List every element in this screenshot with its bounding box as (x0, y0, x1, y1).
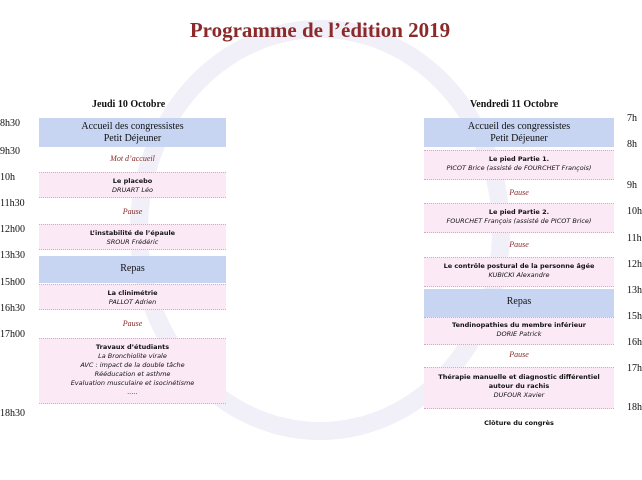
session-speaker: KUBICKI Alexandre (488, 271, 550, 279)
time-label: 18h30 (0, 408, 25, 419)
accueil-line: Petit Déjeuner (103, 133, 162, 144)
time-label: 8h30 (0, 118, 20, 129)
session-title: Travaux d’étudiants (95, 343, 170, 351)
session-title: Tendinopathies du membre inférieur (452, 321, 586, 329)
closing-label: Clôture du congrès (484, 419, 554, 427)
pause-label: Pause (509, 240, 529, 249)
accueil-block (424, 118, 614, 147)
session-title: La clinimétrie (107, 289, 158, 297)
time-label: 11h30 (0, 198, 25, 209)
session-speaker: DUFOUR Xavier (493, 391, 545, 399)
time-label: 18h (627, 402, 642, 413)
mot-accueil: Mot d’accueil (110, 154, 155, 163)
session-speaker: SROUR Frédéric (106, 238, 159, 246)
time-label: 9h30 (0, 146, 20, 157)
time-label: 13h30 (0, 250, 25, 261)
pause-label: Pause (122, 319, 143, 328)
page-title: Programme de l’édition 2019 (189, 18, 451, 42)
time-label: 15h (627, 311, 642, 322)
day-header-thursday: Jeudi 10 Octobre (92, 99, 166, 110)
session-block (39, 284, 226, 310)
session-block (39, 172, 226, 198)
session-title: Le pied Partie 1. (488, 155, 550, 163)
pause-label: Pause (509, 350, 529, 359)
time-label: 11h (627, 233, 642, 244)
session-title: Le pied Partie 2. (488, 208, 550, 216)
time-label: 15h00 (0, 277, 25, 288)
session-title: Le placebo (112, 177, 153, 185)
time-label: 10h (0, 172, 15, 183)
session-speaker: DRUART Léo (112, 186, 153, 194)
repas-label: Repas (120, 263, 145, 274)
session-title: autour du rachis (488, 382, 550, 390)
repas-block (39, 256, 226, 283)
session-block (424, 257, 614, 287)
session-speaker: DORIE Patrick (496, 330, 542, 338)
session-block (39, 224, 226, 250)
time-label: 16h30 (0, 303, 25, 314)
time-label: 17h00 (0, 329, 25, 340)
session-item: La Bronchiolite virale (98, 352, 167, 360)
time-label: 17h (627, 363, 642, 374)
day-header-friday: Vendredi 11 Octobre (470, 99, 559, 110)
time-label: 9h (627, 180, 637, 191)
session-speaker: PICOT Brice (assisté de FOURCHET François) (446, 164, 592, 172)
pause-label: Pause (122, 207, 143, 216)
repas-block (424, 289, 614, 317)
accueil-line: Petit Déjeuner (490, 133, 548, 144)
session-speaker: FOURCHET François (assisté de PICOT Brice) (446, 217, 592, 225)
session-item: ..... (127, 388, 138, 396)
time-label: 7h (627, 113, 637, 124)
session-block (424, 367, 614, 409)
accueil-block (39, 118, 226, 147)
repas-label: Repas (506, 296, 532, 307)
time-label: 8h (627, 139, 637, 150)
session-block (39, 338, 226, 404)
time-label: 10h (627, 206, 642, 217)
time-label: 12h00 (0, 224, 25, 235)
time-label: 12h (627, 259, 642, 270)
session-block (424, 317, 614, 345)
time-label: 13h (627, 285, 642, 296)
accueil-line: Accueil des congressistes (81, 121, 184, 132)
accueil-line: Accueil des congressistes (467, 121, 571, 132)
session-item: AVC : impact de la double tâche (80, 361, 185, 369)
session-item: Rééducation et asthme (94, 370, 171, 378)
session-title: Thérapie manuelle et diagnostic différentiel (438, 373, 600, 381)
session-title: Le contrôle postural de la personne âgée (443, 262, 595, 270)
session-block (424, 203, 614, 233)
pause-label: Pause (509, 188, 529, 197)
session-speaker: PALLOT Adrien (108, 298, 157, 306)
session-block (424, 150, 614, 180)
session-title: L’instabilité de l’épaule (89, 229, 176, 237)
session-item: Evaluation musculaire et isocinétisme (70, 379, 195, 387)
time-label: 16h (627, 337, 642, 348)
